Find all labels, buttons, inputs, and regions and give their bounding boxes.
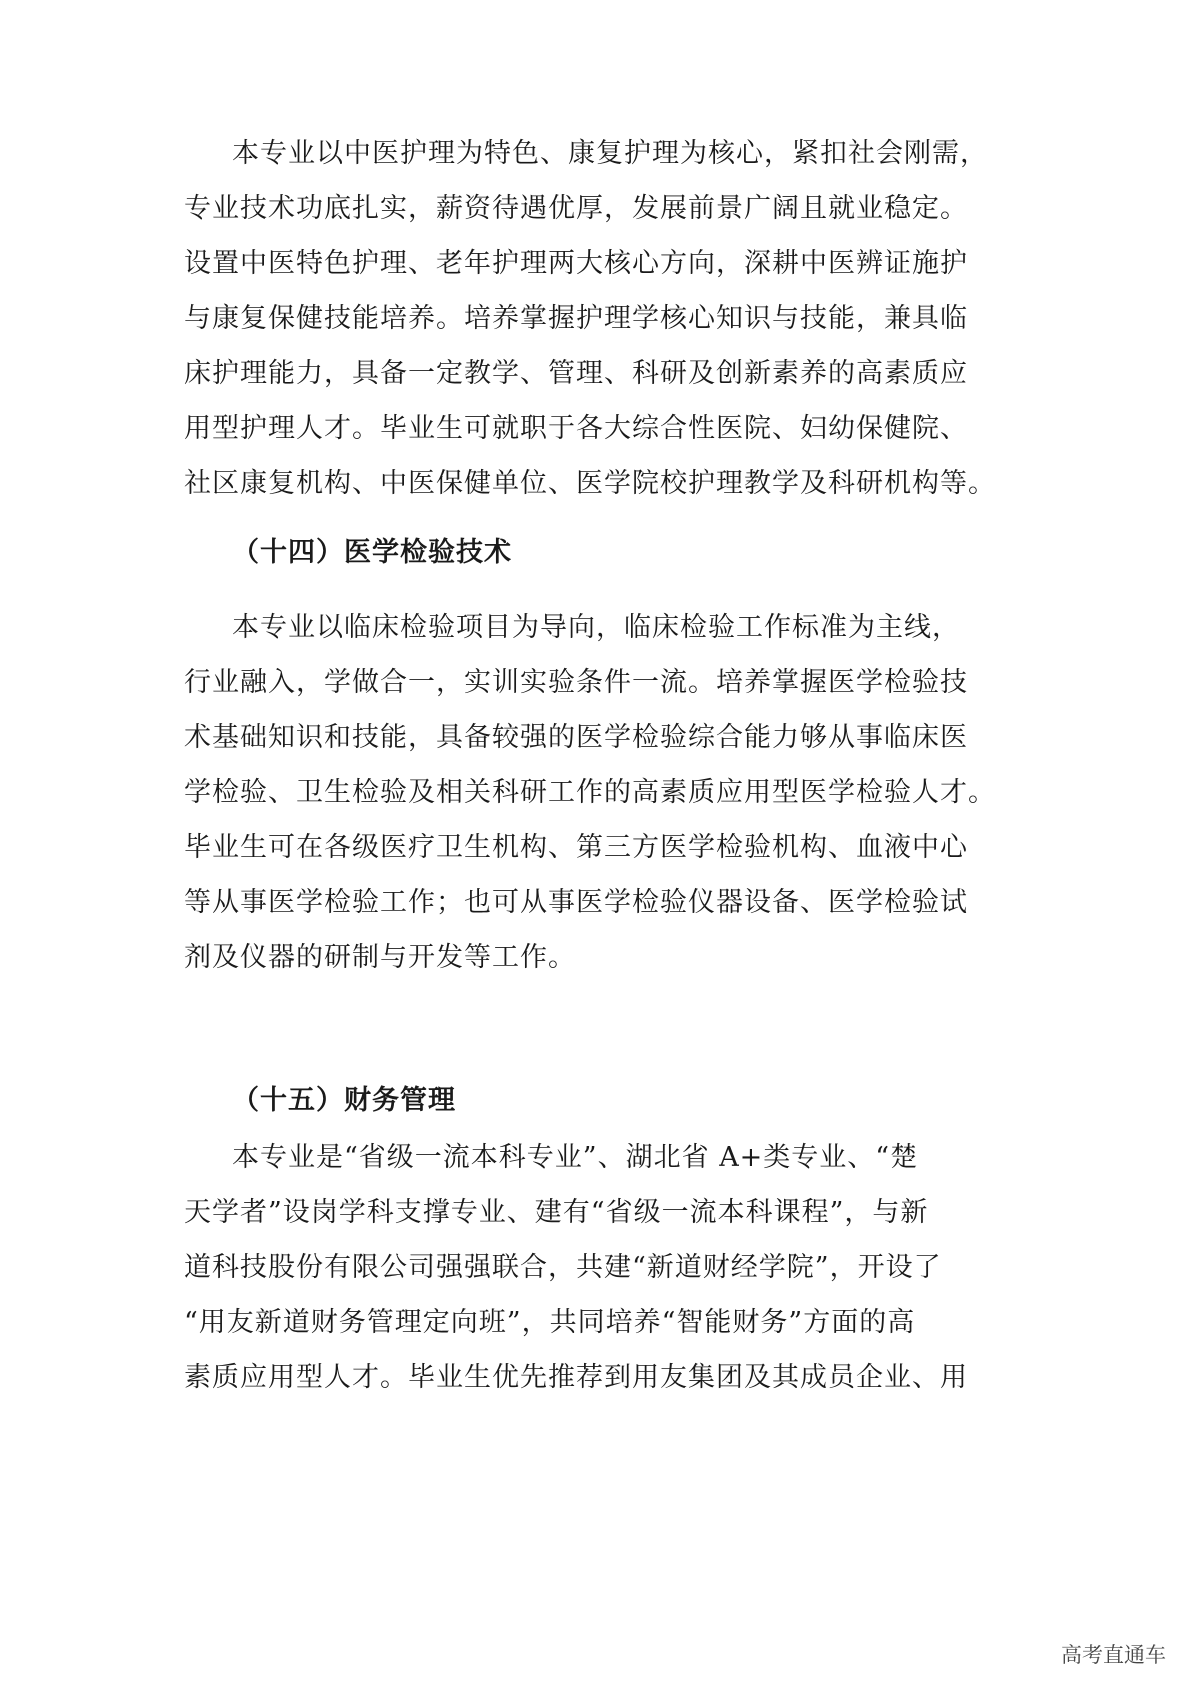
- text-line: 社区康复机构、中医保健单位、医学院校护理教学及科研机构等。: [184, 468, 996, 499]
- text-line: 等从事医学检验工作；也可从事医学检验仪器设备、医学检验试: [184, 887, 968, 918]
- text-line: 床护理能力，具备一定教学、管理、科研及创新素养的高素质应: [184, 358, 968, 389]
- text-line: 用型护理人才。毕业生可就职于各大综合性医院、妇幼保健院、: [184, 413, 968, 444]
- watermark: 高考直通车: [1061, 1643, 1166, 1667]
- text-line: “用友新道财务管理定向班”，共同培养“智能财务”方面的高: [184, 1307, 916, 1338]
- text-line: 专业技术功底扎实，薪资待遇优厚，发展前景广阔且就业稳定。: [184, 193, 968, 224]
- text-line: 与康复保健技能培养。培养掌握护理学核心知识与技能，兼具临: [184, 303, 968, 334]
- text-line: 本专业以中医护理为特色、康复护理为核心，紧扣社会刚需，: [232, 138, 988, 169]
- text-line: 术基础知识和技能，具备较强的医学检验综合能力够从事临床医: [184, 722, 968, 753]
- text-line: 道科技股份有限公司强强联合，共建“新道财经学院”，开设了: [184, 1252, 942, 1283]
- text-line: 本专业以临床检验项目为导向，临床检验工作标准为主线，: [232, 612, 960, 643]
- section-heading-medical-lab: （十四）医学检验技术: [232, 537, 512, 568]
- text-line: 天学者”设岗学科支撑专业、建有“省级一流本科课程”，与新: [184, 1197, 929, 1228]
- text-line: 毕业生可在各级医疗卫生机构、第三方医学检验机构、血液中心: [184, 832, 968, 863]
- text-line: 设置中医特色护理、老年护理两大核心方向，深耕中医辨证施护: [184, 248, 968, 279]
- text-line: 本专业是“省级一流本科专业”、湖北省 A+类专业、“楚: [232, 1142, 919, 1173]
- text-line: 行业融入，学做合一，实训实验条件一流。培养掌握医学检验技: [184, 667, 968, 698]
- text-line: 剂及仪器的研制与开发等工作。: [184, 942, 576, 973]
- text-line: 素质应用型人才。毕业生优先推荐到用友集团及其成员企业、用: [184, 1362, 968, 1393]
- text-line: 学检验、卫生检验及相关科研工作的高素质应用型医学检验人才。: [184, 777, 996, 808]
- section-heading-financial-management: （十五）财务管理: [232, 1085, 456, 1116]
